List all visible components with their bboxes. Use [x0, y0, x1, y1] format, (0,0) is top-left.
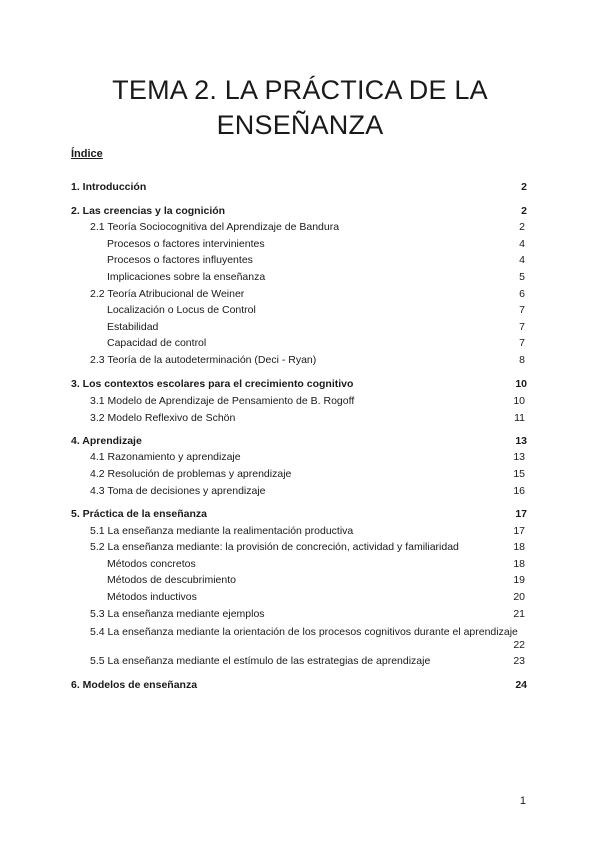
toc-entry-page: 7 — [519, 304, 525, 316]
toc-entry-label: 5.1 La enseñanza mediante la realimentación productiva — [90, 525, 354, 537]
toc-entry-label: 2.1 Teoría Sociocognitiva del Aprendizaje de Bandura — [90, 221, 340, 233]
toc-entry-label: 5.2 La enseñanza mediante: la provisión de concreción, actividad y familiaridad — [90, 541, 459, 553]
toc-entry-label: 3.2 Modelo Reflexivo de Schön — [90, 412, 236, 424]
toc-entry-label: 2. Las creencias y la cognición — [71, 205, 226, 217]
toc-entry-page: 13 — [513, 451, 525, 463]
toc-entry-label: 1. Introducción — [71, 181, 147, 193]
toc-entry-page: 16 — [513, 485, 525, 497]
toc-entry-label: Procesos o factores influyentes — [107, 254, 253, 266]
toc-entry-page: 15 — [513, 468, 525, 480]
toc-entry-label: 4. Aprendizaje — [71, 435, 142, 447]
toc-entry-page: 4 — [519, 254, 525, 266]
toc-entry-label: Métodos concretos — [107, 558, 196, 570]
toc-entry-page: 18 — [513, 558, 525, 570]
toc-entry-page: 6 — [519, 288, 525, 300]
toc-entry-label: 5. Práctica de la enseñanza — [71, 508, 207, 520]
toc-entry-page: 18 — [513, 541, 525, 553]
toc-entry-label: 3.1 Modelo de Aprendizaje de Pensamiento de B. Rogoff — [90, 395, 355, 407]
toc-entry-page: 7 — [519, 337, 525, 349]
toc-entry-page: 4 — [519, 238, 525, 250]
toc-entry-label: Métodos inductivos — [107, 591, 197, 603]
toc-entry-page: 20 — [513, 591, 525, 603]
toc-entry-label: 4.2 Resolución de problemas y aprendizaje — [90, 468, 292, 480]
toc-entry-page: 17 — [515, 508, 527, 520]
toc-entry-page: 24 — [515, 679, 527, 691]
toc-entry-label: 2.3 Teoría de la autodeterminación (Deci - Ryan) — [90, 354, 317, 366]
toc-entry-label: Métodos de descubrimiento — [107, 574, 236, 586]
toc-entry-label: 2.2 Teoría Atribucional de Weiner — [90, 288, 245, 300]
toc-entry-label: 4.3 Toma de decisiones y aprendizaje — [90, 485, 266, 497]
toc-entry-label: Capacidad de control — [107, 337, 207, 349]
toc-entry-label: 3. Los contextos escolares para el crecimiento cognitivo — [71, 378, 354, 390]
toc-entry-page: 2 — [521, 181, 527, 193]
toc-entry-page: 21 — [513, 608, 525, 620]
page-number: 1 — [519, 795, 526, 807]
document-title — [0, 73, 600, 143]
toc-entry-page: 23 — [513, 655, 525, 667]
toc-entry-label: 5.4 La enseñanza mediante la orientación de los procesos cognitivos durante el aprendizaje — [90, 626, 518, 638]
toc-entry-page: 7 — [519, 321, 525, 333]
toc-entry-page: 13 — [515, 435, 527, 447]
toc-entry-label: 5.5 La enseñanza mediante el estímulo de las estrategias de aprendizaje — [90, 655, 431, 667]
toc-entry-page: 2 — [521, 205, 527, 217]
toc-entry-page: 22 — [513, 639, 525, 651]
toc-entry-page: 19 — [513, 574, 525, 586]
toc-entry-label: 6. Modelos de enseñanza — [71, 679, 198, 691]
toc-entry-page: 8 — [519, 354, 525, 366]
toc-entry-label: 5.3 La enseñanza mediante ejemplos — [90, 608, 265, 620]
toc-entry-label: Procesos o factores intervinientes — [107, 238, 265, 250]
index-heading: Índice — [71, 148, 103, 160]
title-line-1: TEMA 2. LA PRÁCTICA DE LA — [112, 75, 488, 105]
title-line-2: ENSEÑANZA — [216, 110, 384, 140]
toc-entry-page: 17 — [513, 525, 525, 537]
toc-entry-label: Estabilidad — [107, 321, 159, 333]
toc-entry-label: Implicaciones sobre la enseñanza — [107, 271, 266, 283]
toc-entry-page: 11 — [514, 412, 525, 424]
toc-entry-page: 2 — [519, 221, 525, 233]
toc-entry-page: 10 — [513, 395, 525, 407]
toc-entry-page: 5 — [519, 271, 525, 283]
toc-entry-label: Localización o Locus de Control — [107, 304, 256, 316]
toc-entry-page: 10 — [515, 378, 527, 390]
toc-entry-label: 4.1 Razonamiento y aprendizaje — [90, 451, 241, 463]
